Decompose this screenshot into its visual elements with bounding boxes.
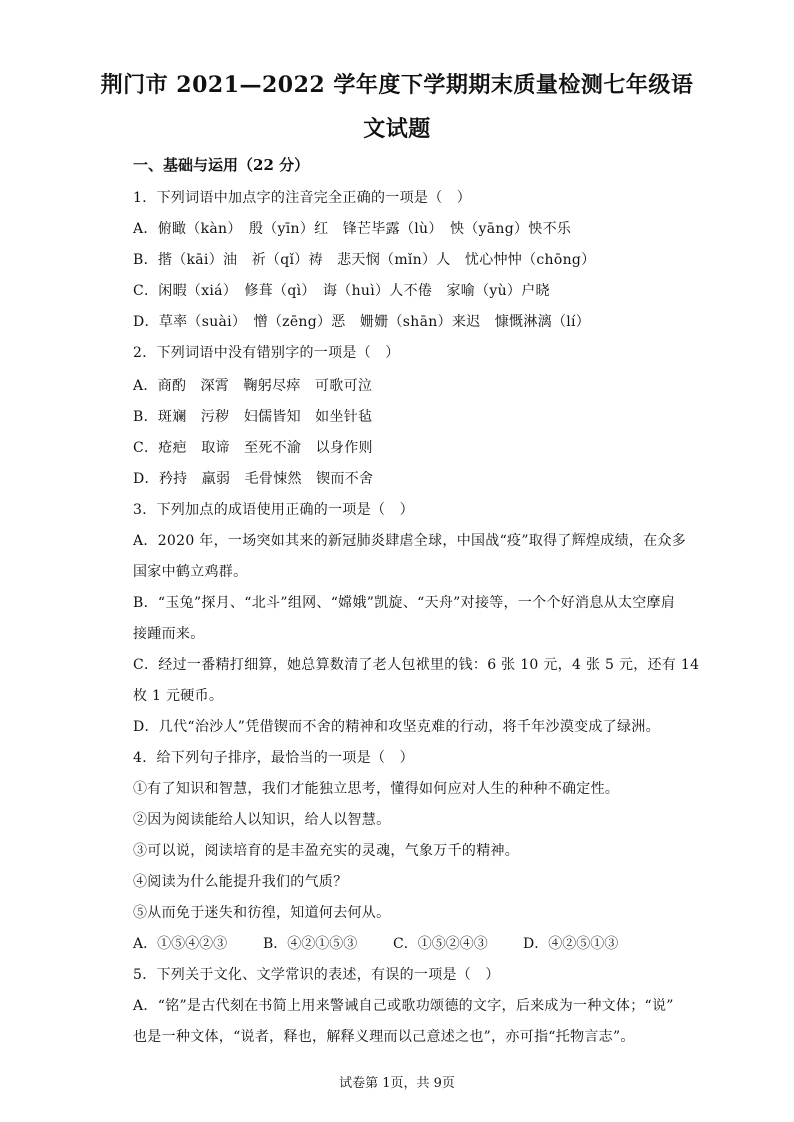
question-4-option-d: D．④②⑤①③	[523, 936, 619, 952]
question-1-option-c: C．闲暇（xiá） 修葺（qì） 诲（huì）人不倦 家喻（yù）户晓	[133, 283, 550, 299]
question-2-option-d: D．矜持 羸弱 毛骨悚然 锲而不舍	[133, 471, 374, 487]
question-3-option-b: B．“玉兔”探月、“北斗”组网、“嫦娥”凯旋、“天舟”对接等，一个个好消息从太空摩肩	[133, 595, 676, 611]
exam-title-line1: 荆门市 2021—2022 学年度下学期期末质量检测七年级语	[100, 72, 694, 98]
question-4-option-b: B．④②①⑤③	[263, 936, 358, 952]
question-4-option-c: C．①⑤②④③	[393, 936, 488, 952]
question-5-stem: 5．下列关于文化、文学常识的表述，有误的一项是（ ）	[133, 967, 500, 983]
question-1-stem: 1．下列词语中加点字的注音完全正确的一项是（ ）	[133, 190, 472, 206]
question-3-option-b-cont: 接踵而来。	[133, 626, 205, 642]
question-5-option-a: A．“铭”是古代刻在书简上用来警诫自己或歌功颂德的文字，后来成为一种文体；“说”	[133, 998, 674, 1014]
question-2-option-c: C．疮疤 取谛 至死不渝 以身作则	[133, 440, 373, 456]
exam-title-line2: 文试题	[363, 116, 431, 142]
question-4-sentence-1: ①有了知识和智慧，我们才能独立思考，懂得如何应对人生的种种不确定性。	[133, 781, 620, 797]
question-4-sentence-4: ④阅读为什么能提升我们的气质？	[133, 874, 348, 890]
question-4-sentence-5: ⑤从而免于迷失和彷徨，知道何去何从。	[133, 905, 391, 921]
question-2-option-a: A．商酌 深霄 鞠躬尽瘁 可歌可泣	[133, 378, 373, 394]
question-1-option-a: A．俯瞰（kàn） 殷（yīn）红 锋芒毕露（lù） 怏（yāng）怏不乐	[133, 221, 572, 237]
question-4-stem: 4．给下列句子排序，最恰当的一项是（ ）	[133, 750, 414, 766]
question-4-sentence-2: ②因为阅读能给人以知识，给人以智慧。	[133, 812, 391, 828]
question-3-option-d: D．几代“治沙人”凭借锲而不舍的精神和攻坚克难的行动，将千年沙漠变成了绿洲。	[133, 719, 660, 735]
question-2-option-b: B．斑斓 污秽 妇儒皆知 如坐针毡	[133, 409, 373, 425]
question-3-option-a: A．2020 年，一场突如其来的新冠肺炎肆虐全球，中国战“疫”取得了辉煌成绩，在众多	[133, 533, 687, 549]
question-1-option-d: D．草率（suài） 憎（zēng）恶 姗姗（shān）来迟 慷慨淋漓（lí）	[133, 314, 591, 330]
question-3-option-c: C．经过一番精打细算，她总算数清了老人包袱里的钱：6 张 10 元，4 张 5 元，还有 14	[133, 657, 700, 673]
question-4-options	[133, 933, 653, 953]
section-heading: 一、基础与运用（22 分）	[133, 156, 310, 174]
question-1-option-b: B．揩（kāi）油 祈（qǐ）祷 悲天悯（mǐn）人 忧心忡忡（chōng）	[133, 252, 596, 268]
page-footer: 试卷第 1页，共 9页	[339, 1076, 455, 1091]
question-4-sentence-3: ③可以说，阅读培育的是丰盈充实的灵魂，气象万千的精神。	[133, 843, 520, 859]
question-3-option-c-cont: 枚 1 元硬币。	[133, 688, 224, 704]
question-3-stem: 3．下列加点的成语使用正确的一项是（ ）	[133, 502, 414, 518]
question-4-option-a: A．①⑤④②③	[133, 936, 228, 952]
question-3-option-a-cont: 国家中鹤立鸡群。	[133, 564, 248, 580]
question-2-stem: 2．下列词语中没有错别字的一项是（ ）	[133, 345, 400, 361]
question-5-option-a-cont: 也是一种文体，“说者，释也，解释义理而以己意述之也”，亦可指“托物言志”。	[133, 1029, 635, 1045]
